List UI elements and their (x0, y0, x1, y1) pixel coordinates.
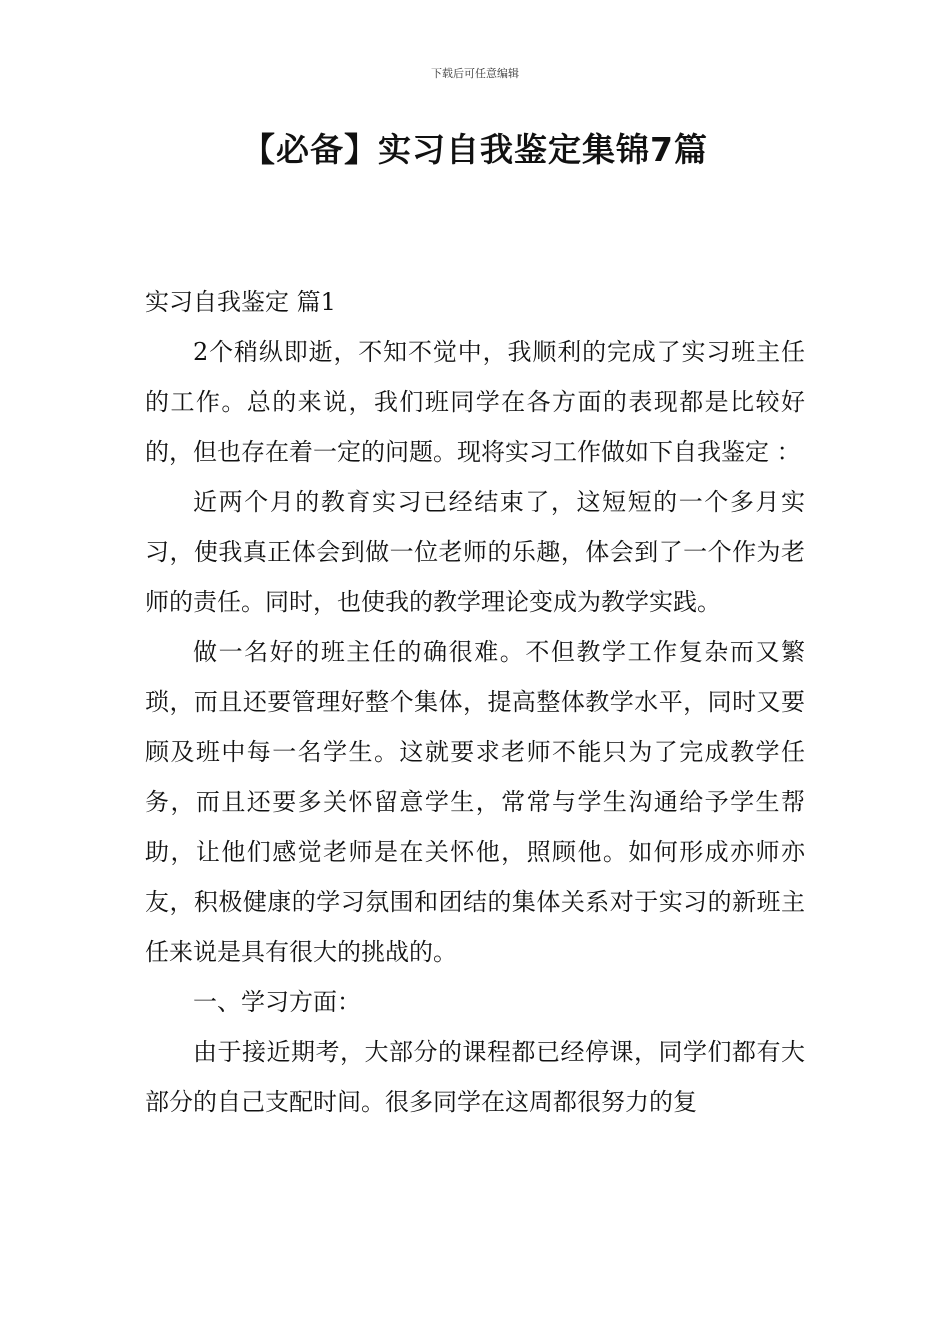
paragraph-2: 近两个月的教育实习已经结束了，这短短的一个多月实习，使我真正体会到做一位老师的乐趣，体会到了一个作为老师的责任。同时，也使我的教学理论变成为教学实践。 (145, 488, 805, 616)
document-body (145, 277, 805, 1127)
section-heading: 实习自我鉴定 篇1 (145, 288, 336, 316)
subheading-study: 一、学习方面： (193, 988, 361, 1016)
document-title: 【必备】实习自我鉴定集锦7篇 (242, 130, 708, 169)
paragraph-3: 做一名好的班主任的确很难。不但教学工作复杂而又繁琐，而且还要管理好整个集体，提高整体教学水平，同时又要顾及班中每一名学生。这就要求老师不能只为了完成教学任务，而且还要多关怀留意学生，常常与学生沟通给予学生帮助，让他们感觉老师是在关怀他，照顾他。如何形成亦师亦友，积极健康的学习氛围和团结的集体关系对于实习的新班主任来说是具有很大的挑战的。 (145, 638, 805, 966)
paragraph-4: 由于接近期考，大部分的课程都已经停课，同学们都有大部分的自己支配时间。很多同学在这周都很努力的复 (145, 1038, 805, 1116)
paragraph-1: 2个稍纵即逝，不知不觉中，我顺利的完成了实习班主任的工作。总的来说，我们班同学在各方面的表现都是比较好的，但也存在着一定的问题。现将实习工作做如下自我鉴定 ： (145, 338, 805, 466)
header-note: 下载后可任意编辑 (431, 67, 519, 80)
